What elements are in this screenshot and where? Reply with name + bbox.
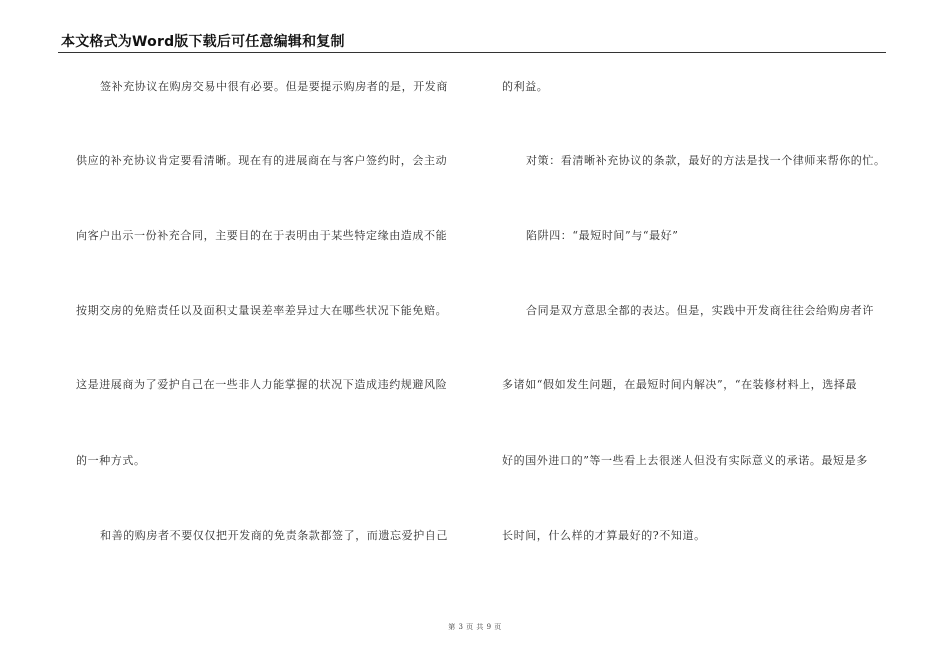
paragraph-line: 和善的购房者不要仅仅把开发商的免责条款都签了，而遗忘爱护自己 xyxy=(100,529,448,542)
section-heading: 陷阱四：“最短时间”与“最好” xyxy=(526,229,679,242)
paragraph-line: 多诸如“假如发生问题，在最短时间内解决”，“在装修材料上，选择最 xyxy=(502,378,858,391)
paragraph-line: 长时间，什么样的才算最好的?不知道。 xyxy=(502,529,706,542)
paragraph-line: 按期交房的免赔责任以及面积丈量误差率差异过大在哪些状况下能免赔。 xyxy=(76,304,448,317)
paragraph-line: 对策：看清晰补充协议的条款，最好的方法是找一个律师来帮你的忙。 xyxy=(526,154,886,167)
paragraph-line: 这是进展商为了爱护自己在一些非人力能掌握的状况下造成违约规避风险 xyxy=(76,378,448,391)
paragraph-line: 向客户出示一份补充合同，主要目的在于表明由于某些特定缘由造成不能 xyxy=(76,229,448,242)
page-number-footer: 第 3 页 共 9 页 xyxy=(448,623,502,631)
paragraph-line: 合同是双方意思全都的表达。但是，实践中开发商往往会给购房者许 xyxy=(526,304,874,317)
document-header-title: 本文格式为Word版下载后可任意编辑和复制 xyxy=(61,34,345,50)
paragraph-line: 的一种方式。 xyxy=(76,454,146,467)
paragraph-line: 好的国外进口的”等一些看上去很迷人但没有实际意义的承诺。最短是多 xyxy=(502,454,868,467)
paragraph-line: 签补充协议在购房交易中很有必要。但是要提示购房者的是，开发商 xyxy=(100,80,448,93)
header-divider xyxy=(58,52,886,53)
paragraph-line: 的利益。 xyxy=(502,80,549,93)
paragraph-line: 供应的补充协议肯定要看清晰。现在有的进展商在与客户签约时，会主动 xyxy=(76,154,448,167)
